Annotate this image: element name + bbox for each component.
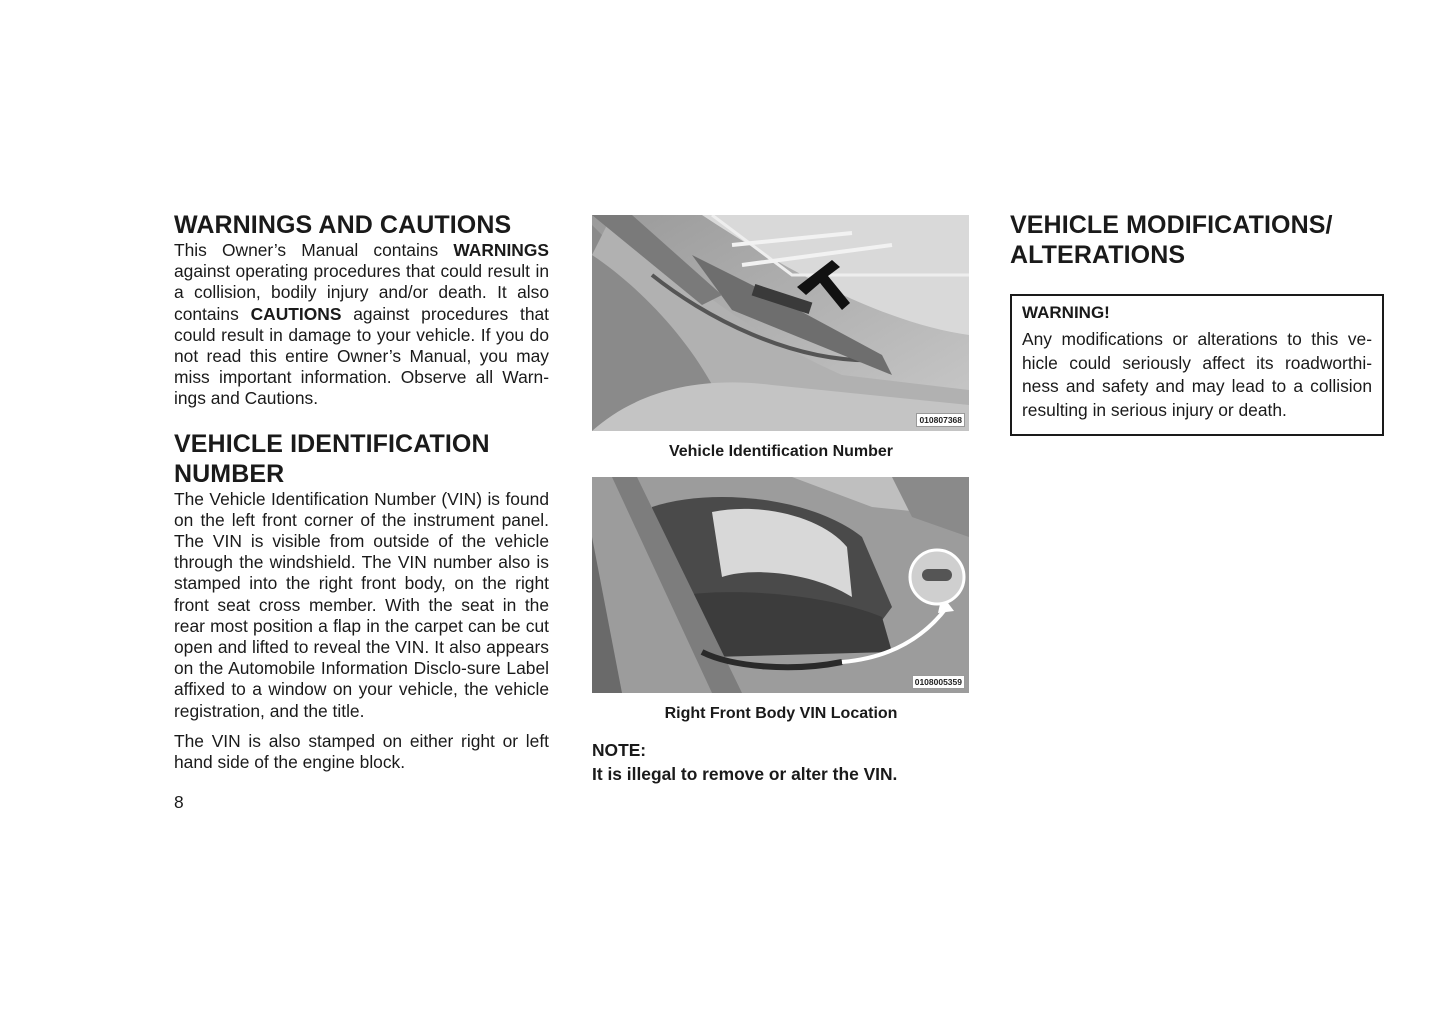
figure2-caption: Right Front Body VIN Location [664,705,898,722]
modifications-heading: VEHICLE MODIFICATIONS/ ALTERATIONS [1010,211,1333,269]
vin-heading: VEHICLE IDENTIFICATION NUMBER [174,429,490,488]
engine-block-paragraph: The VIN is also stamped on either right or left hand side of the engine block. [174,730,549,773]
seat-vin-photo [592,477,969,693]
seat-illustration [592,477,969,693]
note-label: NOTE: [592,740,647,760]
warning-body: Any modifications or alterations to this ve-hicle could seriously affect its roadworthi-ness and safety and may lead to a collision resulting in serious injury or death. [1022,329,1372,420]
warning-box [1010,294,1384,436]
page-number: 8 [174,792,184,812]
warnings-paragraph: This Owner’s Manual contains WARNINGS against operating procedures that could result in a collision, bodily injury and/or death. It also contains CAUTIONS against procedures that could result in damage to your vehicle. If you do not read this entire Owner’s Manual, you may miss important information. Observe all Warn-ings and Cautions. [174,240,549,409]
cautions-keyword: CAUTIONS [250,303,342,324]
note-text: It is illegal to remove or alter the VIN. [592,764,898,784]
warnings-heading: WARNINGS AND CAUTIONS [174,211,512,239]
warnings-keyword: WARNINGS [453,240,549,260]
left-column [174,210,549,773]
figure1-caption: Vehicle Identification Number [668,443,894,460]
warning-title: WARNING! [1022,303,1110,322]
windshield-illustration [592,215,969,431]
vin-windshield-photo [592,215,969,431]
figure-code: 0108005359 [912,675,965,689]
middle-column [592,215,970,786]
figure-code: 010807368 [916,413,965,427]
vin-paragraph: The Vehicle Identification Number (VIN) is found on the left front corner of the instrument panel. The VIN is visible from outside of the vehicle through the windshield. The VIN number also is stamped into the right front body, on the right front seat cross member. With the seat in the rear most position a flap in the carpet can be cut open and lifted to reveal the VIN. It also appears on the Automobile Information Disclo-sure Label affixed to a window on your vehicle, the vehicle registration, and the title. [174,488,549,721]
right-column [1010,210,1384,436]
